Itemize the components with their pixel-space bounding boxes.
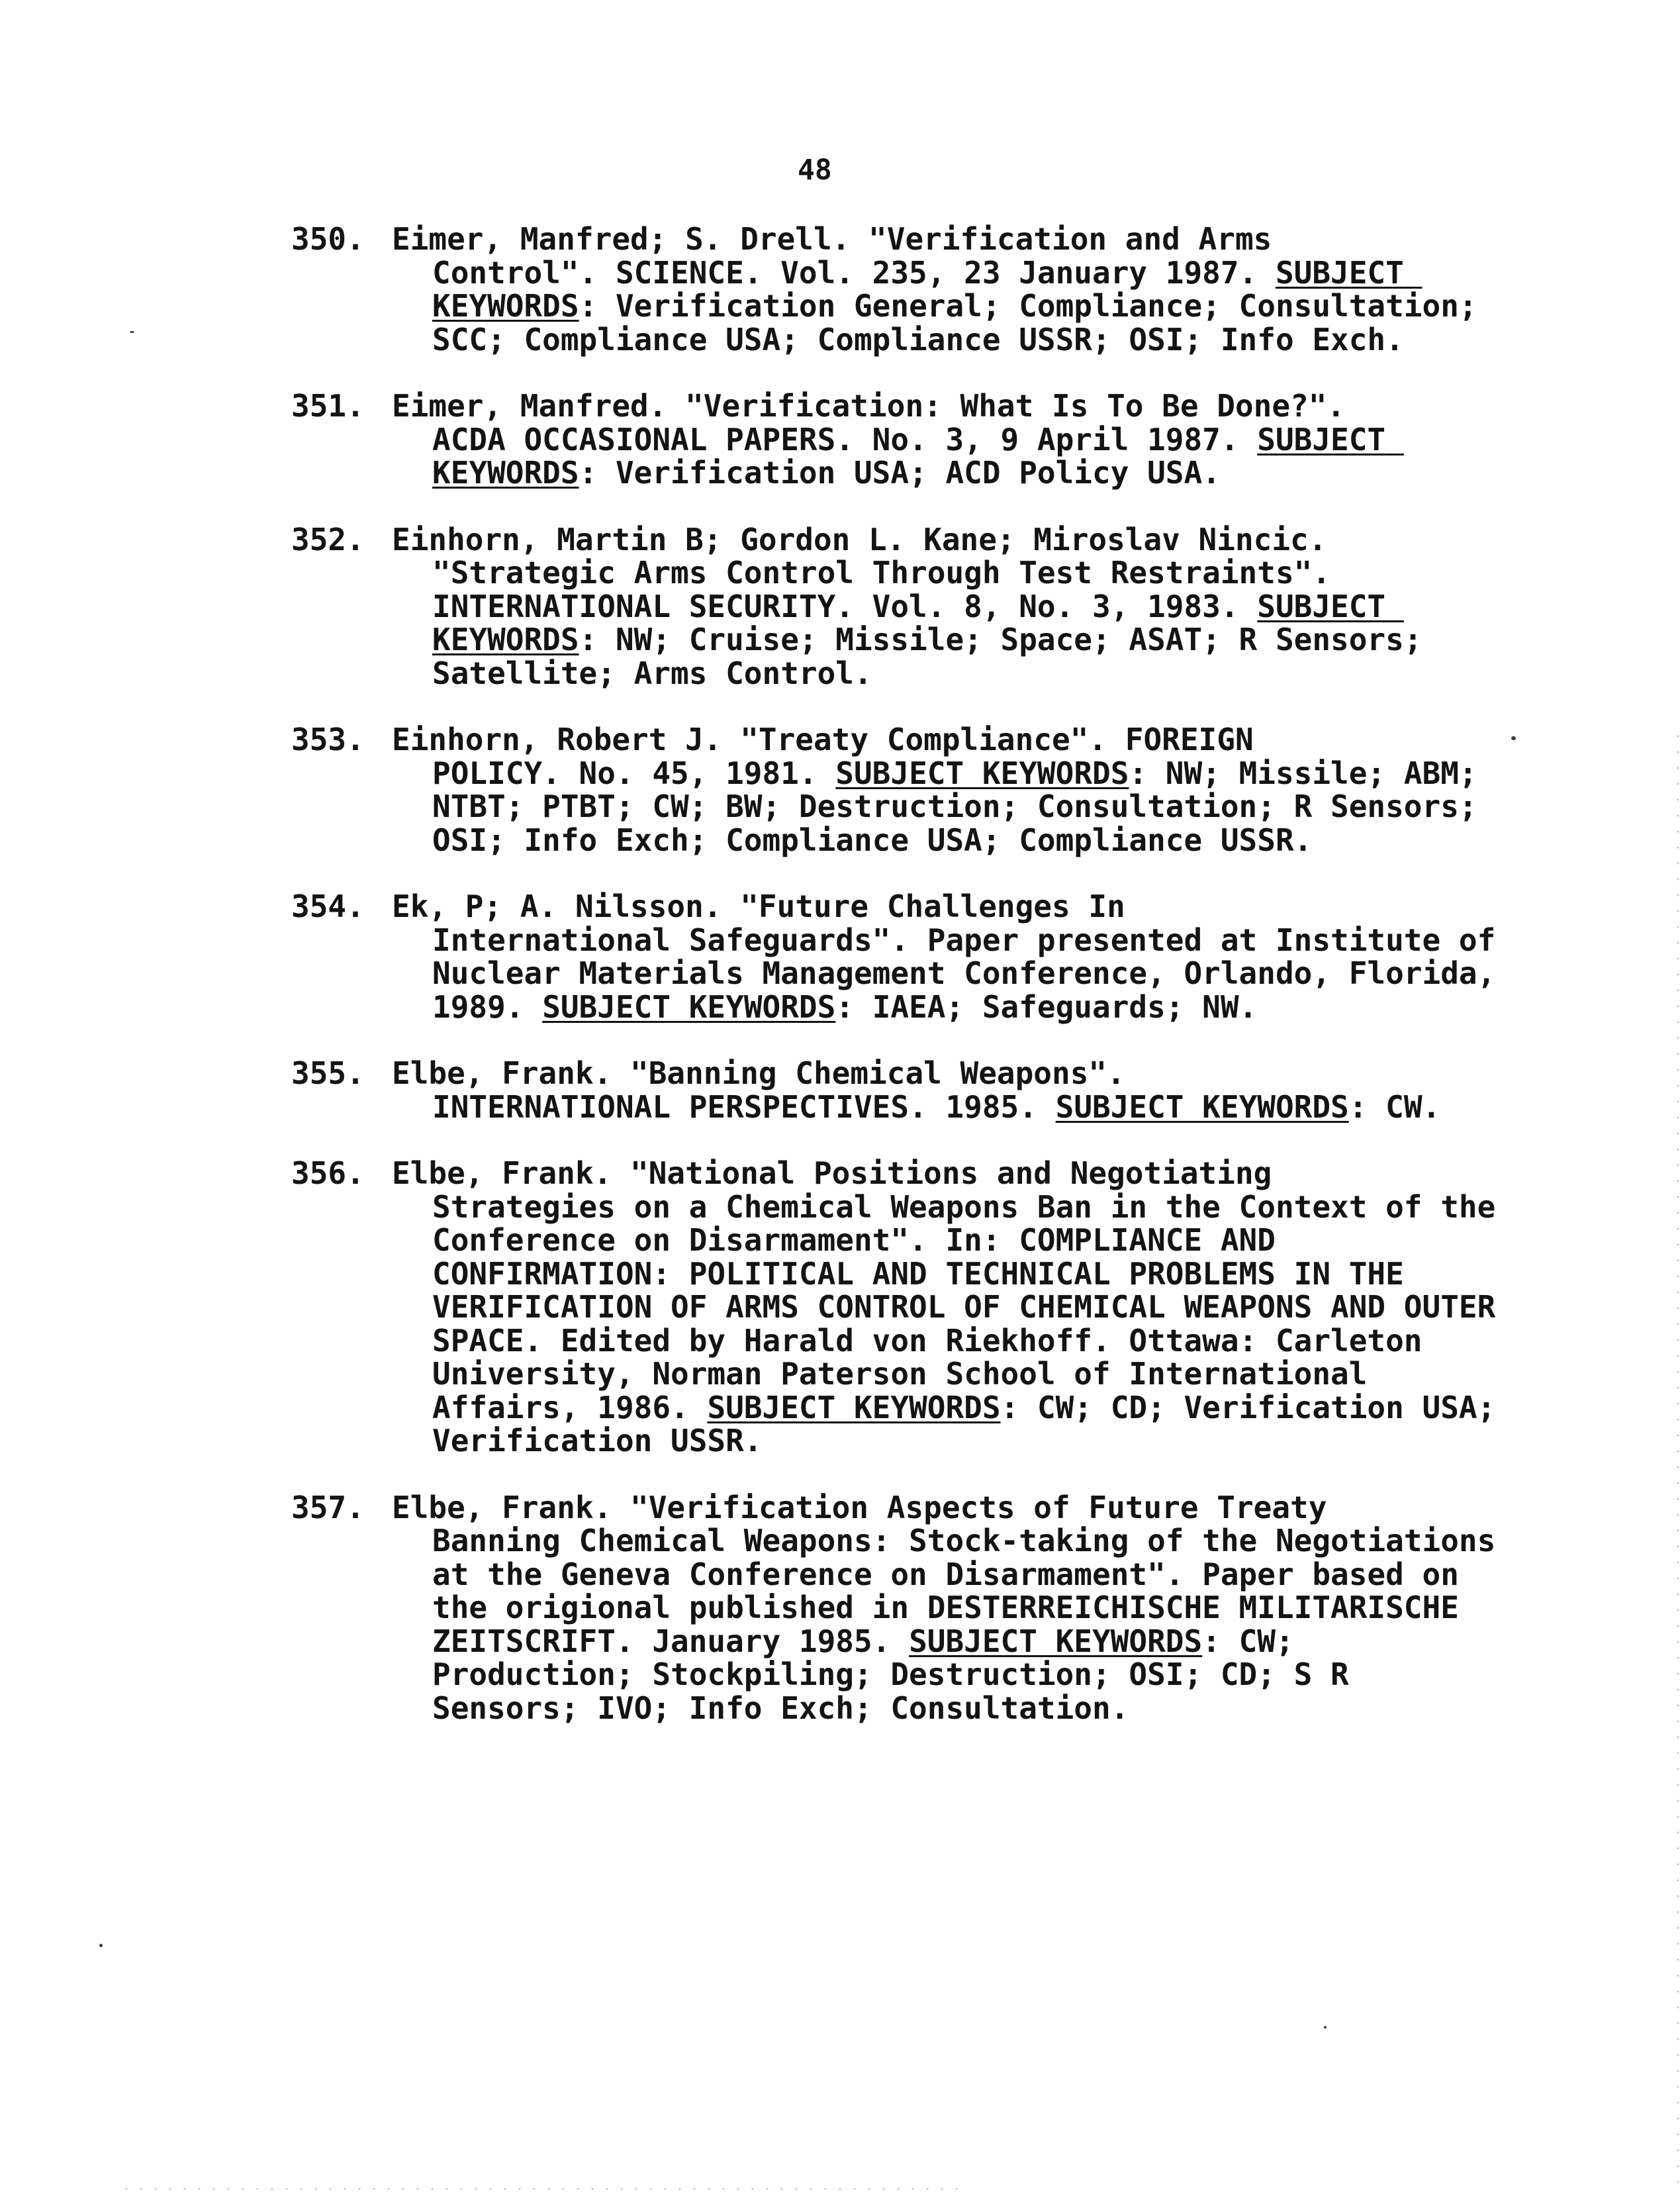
subject-keywords-label: SUBJECT KEYWORDS bbox=[432, 421, 1404, 491]
bibliography-entry bbox=[291, 523, 1503, 691]
subject-keywords-label: SUBJECT KEYWORDS bbox=[432, 254, 1423, 324]
scan-speck bbox=[1511, 736, 1516, 740]
entry-body bbox=[392, 888, 1514, 1025]
entry-keywords: CW; Production; Stockpiling; Destruction; OSI; CD; S R Sensors; IVO; Info Exch; Consultation. bbox=[432, 1623, 1368, 1726]
scan-bottom-noise bbox=[119, 2187, 966, 2191]
entry-citation: POLICY. No. 45, 1981. bbox=[432, 755, 817, 791]
entry-first-line: Einhorn, Robert J. "Treaty Compliance". FOREIGN bbox=[392, 722, 1254, 757]
entry-number: 355. bbox=[291, 1055, 365, 1091]
entry-citation: Banning Chemical Weapons: Stock-taking of the Negotiations at the Geneva Conference on Disarmament". Paper based on the origional published in DESTERREICHISCHE MILITARISCHE ZEITSCRIFT. January 1985. bbox=[432, 1523, 1514, 1659]
entry-number: 351. bbox=[291, 388, 365, 424]
page-number: 48 bbox=[798, 154, 832, 187]
entry-body bbox=[392, 1489, 1514, 1726]
entry-keywords: NW; Cruise; Missile; Space; ASAT; R Sensors; Satellite; Arms Control. bbox=[432, 622, 1441, 691]
entry-continuation: "Strategic Arms Control Through Test Restraints". INTERNATIONAL SECURITY. Vol. 8, No. 3, 1983. SUBJECT KEYWORDS: NW; Cruise; Missile; Space; ASAT; R Sensors; Satellite; Arms Control. bbox=[432, 555, 1441, 691]
entry-continuation: Strategies on a Chemical Weapons Ban in the Context of the Conference on Disarmament". In: COMPLIANCE AND CONFIRMATION: POLITICAL AND TECHNICAL PROBLEMS IN THE VERIFICATION OF ARMS CONTROL OF CHEMICAL WEAPONS AND OUTER SPACE. Edited by Harald von Riekhoff. Ottawa: Carleton University, Norman Paterson School of International Affairs, 1986. SUBJECT KEYWORDS: CW; CD; Verification USA; Verification USSR. bbox=[432, 1188, 1514, 1459]
bibliography-entry bbox=[291, 1057, 1503, 1124]
entry-keywords: IAEA; Safeguards; NW. bbox=[872, 988, 1258, 1025]
bibliography-list bbox=[291, 221, 1514, 1758]
entry-body bbox=[392, 1155, 1514, 1459]
entry-continuation: Banning Chemical Weapons: Stock-taking of the Negotiations at the Geneva Conference on Disarmament". Paper based on the origional published in DESTERREICHISCHE MILITARISCHE ZEITSCRIFT. January 1985. SUBJECT KEYWORDS: CW; Production; Stockpiling; Destruction; OSI; CD; S R Sensors; IVO; Info Exch; Consultation. bbox=[432, 1523, 1514, 1726]
entry-keywords: Verification General; Compliance; Consultation; SCC; Compliance USA; Compliance USSR; OSI; Info Exch. bbox=[432, 288, 1496, 358]
entry-number: 353. bbox=[291, 722, 365, 757]
subject-keywords-label: SUBJECT KEYWORDS bbox=[909, 1623, 1203, 1659]
entry-citation: International Safeguards". Paper presented at Institute of Nuclear Materials Management Conference, Orlando, Florida, 1989. bbox=[432, 922, 1514, 1025]
entry-citation: Strategies on a Chemical Weapons Ban in the Context of the Conference on Disarmament". In: COMPLIANCE AND CONFIRMATION: POLITICAL AND TECHNICAL PROBLEMS IN THE VERIFICATION OF ARMS CONTROL OF CHEMICAL WEAPONS AND OUTER SPACE. Edited by Harald von Riekhoff. Ottawa: Carleton University, Norman Paterson School of International Affairs, 1986. bbox=[432, 1188, 1514, 1425]
entry-continuation: POLICY. No. 45, 1981. SUBJECT KEYWORDS: NW; Missile; ABM; NTBT; PTBT; CW; BW; Destruction; Consultation; R Sensors; OSI; Info Exch; Compliance USA; Compliance USSR. bbox=[432, 755, 1496, 858]
bibliography-entry bbox=[291, 1489, 1514, 1726]
entry-continuation: INTERNATIONAL PERSPECTIVES. 1985. SUBJECT KEYWORDS: CW. bbox=[432, 1088, 1441, 1125]
entry-citation: "Strategic Arms Control Through Test Restraints". INTERNATIONAL SECURITY. Vol. 8, No. 3, 1983. bbox=[432, 555, 1349, 624]
bibliography-entry bbox=[291, 723, 1503, 857]
entry-body bbox=[392, 389, 1503, 490]
entry-number: 356. bbox=[291, 1155, 365, 1191]
subject-keywords-label: SUBJECT KEYWORDS bbox=[542, 988, 836, 1025]
entry-first-line: Einhorn, Martin B; Gordon L. Kane; Miroslav Nincic. bbox=[392, 521, 1327, 557]
entry-first-line: Eimer, Manfred; S. Drell. "Verification and Arms bbox=[392, 221, 1272, 257]
entry-number: 352. bbox=[291, 521, 365, 557]
entry-citation: INTERNATIONAL PERSPECTIVES. 1985. bbox=[432, 1088, 1037, 1125]
entry-first-line: Elbe, Frank. "National Positions and Negotiating bbox=[392, 1155, 1272, 1191]
entry-number: 354. bbox=[291, 888, 365, 924]
entry-body bbox=[392, 222, 1503, 356]
entry-first-line: Elbe, Frank. "Verification Aspects of Future Treaty bbox=[392, 1489, 1327, 1525]
entry-body bbox=[392, 1057, 1503, 1124]
entry-number: 350. bbox=[291, 221, 365, 257]
bibliography-entry bbox=[291, 222, 1503, 356]
entry-body bbox=[392, 523, 1503, 691]
entry-keywords: CW; CD; Verification USA; Verification USSR. bbox=[432, 1389, 1514, 1459]
subject-keywords-label: SUBJECT KEYWORDS bbox=[707, 1389, 1001, 1425]
bibliography-entry bbox=[291, 1155, 1514, 1459]
entry-citation: ACDA OCCASIONAL PAPERS. No. 3, 9 April 1987. bbox=[432, 421, 1239, 457]
entry-keywords: Verification USA; ACD Policy USA. bbox=[615, 455, 1221, 491]
bibliography-entry bbox=[291, 888, 1514, 1025]
entry-first-line: Eimer, Manfred. "Verification: What Is To Be Done?". bbox=[392, 388, 1346, 424]
scan-speck bbox=[99, 1944, 103, 1947]
entry-keywords: CW. bbox=[1385, 1088, 1441, 1125]
entry-continuation: International Safeguards". Paper presented at Institute of Nuclear Materials Management Conference, Orlando, Florida, 1989. SUBJECT KEYWORDS: IAEA; Safeguards; NW. bbox=[432, 922, 1514, 1025]
entry-first-line: Elbe, Frank. "Banning Chemical Weapons". bbox=[392, 1055, 1125, 1091]
entry-continuation: ACDA OCCASIONAL PAPERS. No. 3, 9 April 1987. SUBJECT KEYWORDS: Verification USA; ACD Policy USA. bbox=[432, 421, 1404, 491]
entry-first-line: Ek, P; A. Nilsson. "Future Challenges In bbox=[392, 888, 1125, 924]
entry-continuation: Control". SCIENCE. Vol. 235, 23 January 1987. SUBJECT KEYWORDS: Verification General; Compliance; Consultation; SCC; Compliance USA; Compliance USSR; OSI; Info Exch. bbox=[432, 254, 1496, 358]
entry-keywords: NW; Missile; ABM; NTBT; PTBT; CW; BW; Destruction; Consultation; R Sensors; OSI; Info Exch; Compliance USA; Compliance USSR. bbox=[432, 755, 1496, 858]
entry-body bbox=[392, 723, 1503, 857]
scan-speck bbox=[1324, 2026, 1327, 2029]
bibliography-entry bbox=[291, 389, 1503, 490]
subject-keywords-label: SUBJECT KEYWORDS bbox=[1055, 1088, 1349, 1125]
subject-keywords-label: SUBJECT KEYWORDS bbox=[432, 588, 1404, 657]
entry-citation: Control". SCIENCE. Vol. 235, 23 January 1987. bbox=[432, 254, 1258, 291]
scan-speck bbox=[130, 331, 134, 333]
subject-keywords-label: SUBJECT KEYWORDS bbox=[835, 755, 1129, 791]
entry-number: 357. bbox=[291, 1489, 365, 1525]
scan-edge-noise bbox=[1676, 728, 1680, 2185]
